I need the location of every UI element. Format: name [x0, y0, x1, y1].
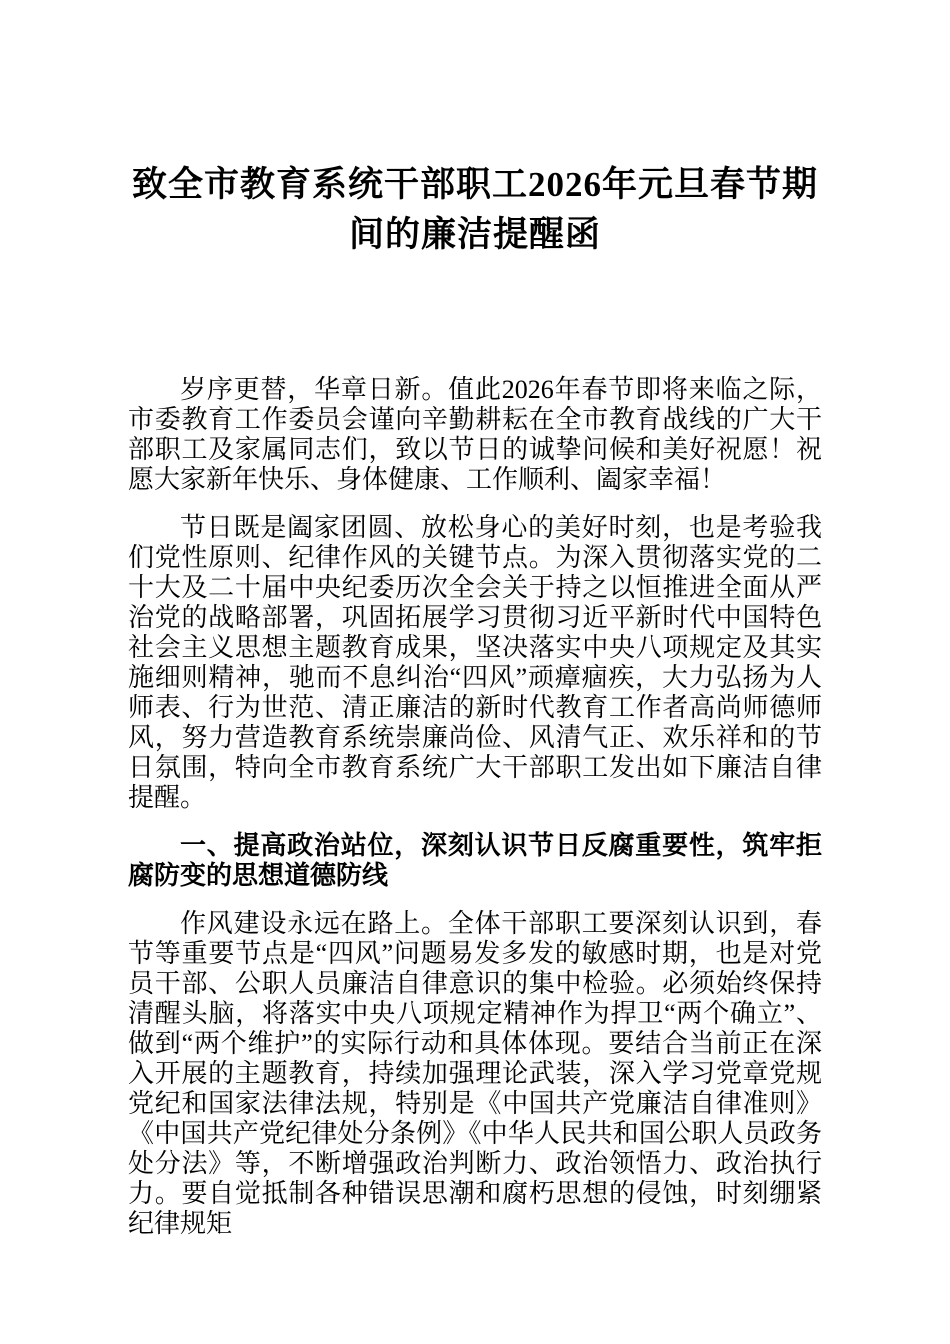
body-paragraph: 岁序更替，华章日新。值此2026年春节即将来临之际，市委教育工作委员会谨向辛勤耕耘在全市教育战线的广大干部职工及家属同志们，致以节日的诚挚问候和美好祝愿！祝愿大家新年快乐、身体健康、工作顺利、阖家幸福！ [128, 375, 822, 494]
document-body [128, 375, 822, 1239]
document-title: 致全市教育系统干部职工2026年元旦春节期间的廉洁提醒函 [131, 165, 818, 254]
body-paragraph: 节日既是阖家团圆、放松身心的美好时刻，也是考验我们党性原则、纪律作风的关键节点。为深入贯彻落实党的二十大及二十届中央纪委历次全会关于持之以恒推进全面从严治党的战略部署，巩固拓展学习贯彻习近平新时代中国特色社会主义思想主题教育成果，坚决落实中央八项规定及其实施细则精神，驰而不息纠治“四风”顽瘴痼疾，大力弘扬为人师表、行为世范、清正廉洁的新时代教育工作者高尚师德师风，努力营造教育系统崇廉尚俭、风清气正、欢乐祥和的节日氛围，特向全市教育系统广大干部职工发出如下廉洁自律提醒。 [128, 513, 822, 812]
body-paragraph: 作风建设永远在路上。全体干部职工要深刻认识到，春节等重要节点是“四风”问题易发多发的敏感时期，也是对党员干部、公职人员廉洁自律意识的集中检验。必须始终保持清醒头脑，将落实中央八项规定精神作为捍卫“两个确立”、做到“两个维护”的实际行动和具体体现。要结合当前正在深入开展的主题教育，持续加强理论武装，深入学习党章党规党纪和国家法律法规，特别是《中国共产党廉洁自律准则》《中国共产党纪律处分条例》《中华人民共和国公职人员政务处分法》等，不断增强政治判断力、政治领悟力、政治执行力。要自觉抵制各种错误思潮和腐朽思想的侵蚀，时刻绷紧纪律规矩 [128, 909, 822, 1238]
section-heading: 一、提高政治站位，深刻认识节日反腐重要性，筑牢拒腐防变的思想道德防线 [128, 831, 822, 890]
